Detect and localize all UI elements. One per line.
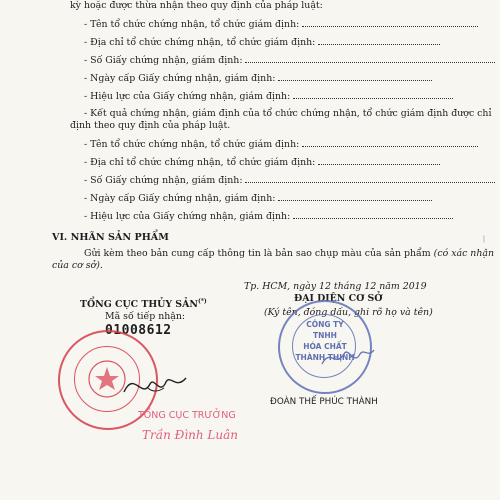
section6-body-line1: Gửi kèm theo bản cung cấp thông tin là bản sao chụp màu của sản phẩm (có xác nhận [84,248,495,259]
receipt-number: 01008612 [105,323,172,338]
left-org-name: TỔNG CỤC THỦY SẢN(*) [80,298,207,311]
right-signer-name: ĐOÀN THẾ PHÚC THÀNH [270,397,378,407]
stamp-line-4: THÀNH THỊNH [295,353,355,362]
stamp-line-1: CÔNG TY [306,320,344,329]
stamp-line-2: TNHH [313,331,337,340]
field-b-5: - Hiệu lực của Giấy chứng nhận, giám định: [84,210,453,223]
left-signer-title: TỔNG CỤC TRƯỞNG [138,410,236,421]
left-signature [120,366,190,402]
field-a-4: - Ngày cấp Giấy chứng nhận, giám định: [84,72,432,85]
right-signature [318,340,378,370]
section6-title: VI. NHÃN SẢN PHẨM [52,232,169,243]
section5-intro-tail: kỳ hoặc được thừa nhận theo quy định của pháp luật: [70,0,323,11]
field-b-3: - Số Giấy chứng nhận, giám định: [84,174,495,187]
item2-line1: - Kết quả chứng nhận, giám định của tổ chức chứng nhận, tổ chức giám định được chỉ [84,108,492,119]
section6-body-line2: của cơ sở). [52,260,103,271]
field-b-2: - Địa chỉ tổ chức chứng nhận, tổ chức giám định: [84,156,440,169]
place-date: Tp. HCM, ngày 12 tháng 12 năm 2019 [244,281,427,292]
left-signer-name: Trần Đình Luân [142,428,239,442]
item2-line2: định theo quy định của pháp luật. [70,120,231,131]
right-sign-note: (Ký tên, đóng dấu, ghi rõ họ và tên) [264,307,433,318]
field-a-3: - Số Giấy chứng nhận, giám định: [84,54,495,67]
field-b-1: - Tên tổ chức chứng nhận, tổ chức giám định: [84,138,478,151]
field-a-2: - Địa chỉ tổ chức chứng nhận, tổ chức giám định: [84,36,440,49]
field-a-1: - Tên tổ chức chứng nhận, tổ chức giám định: [84,18,478,31]
stamp-line-3: HÓA CHẤT [303,342,347,351]
receipt-label: Mã số tiếp nhận: [105,311,186,322]
edge-stamp-bleed: ┃ [482,236,486,243]
field-a-5: - Hiệu lực của Giấy chứng nhận, giám định: [84,90,453,103]
field-b-4: - Ngày cấp Giấy chứng nhận, giám định: [84,192,432,205]
right-representative-title: ĐẠI DIỆN CƠ SỞ [294,293,383,304]
